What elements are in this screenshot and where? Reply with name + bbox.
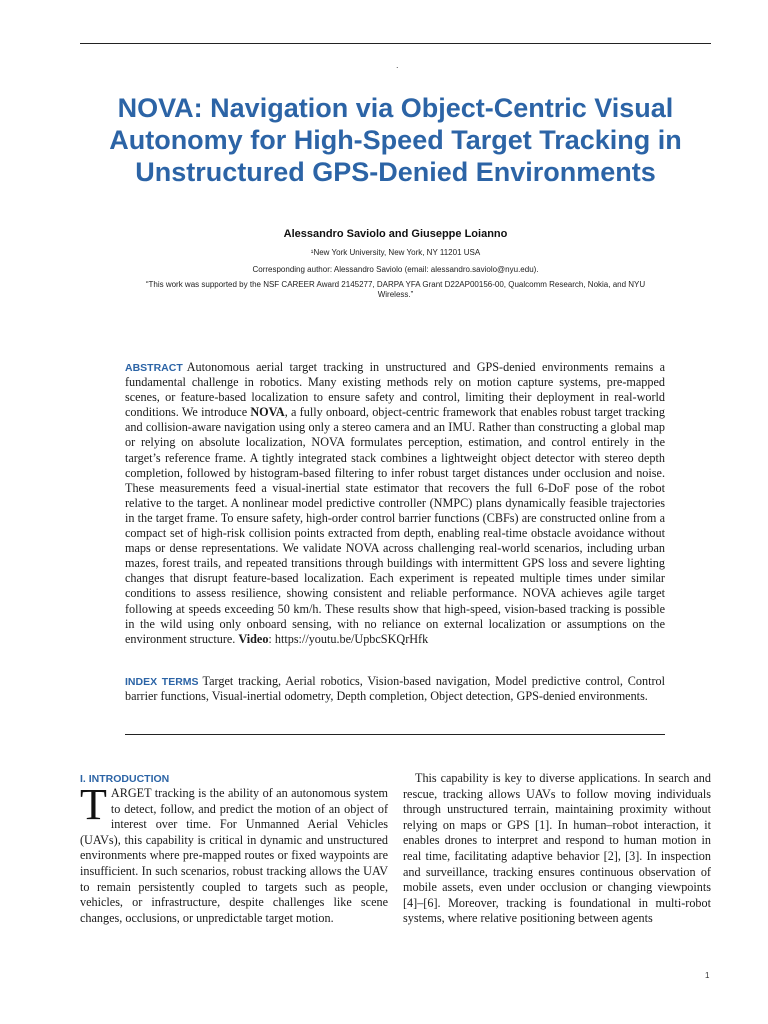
- abstract-text-2: , a fully onboard, object-centric framework that enables robust target tracking and collision-aware navigation using only a stereo camera and an IMU. Rather than constructing a global map or relying on absolute localization, NOVA formulates perception, estimation, and control entirely in the target’s reference frame. A tightly integrated stack combines a lightweight object detector with stereo depth completion, followed by histogram-based filtering to infer robust target distances under occlusion and noise. These measurements feed a visual-inertial state estimator that recovers the full 6-DoF pose of the robot relative to the target. A nonlinear model predictive controller (NMPC) plans dynamically feasible trajectories in the target frame. To ensure safety, high-order control barrier functions (CBFs) are constructed online from a compact set of high-risk collision points extracted from depth, enabling real-time obstacle avoidance without maps or dense representations. We validate NOVA across challenging real-world scenarios, including urban mazes, forest trails, and repeated transitions through buildings with intermittent GPS loss and severe lighting changes that disrupt feature-based localization. Each experiment is repeated multiple times under similar conditions to assess resilience, showing consistent and reliable performance. NOVA achieves agile target following at speeds exceeding: [125, 405, 665, 616]
- page-number: 1: [705, 971, 710, 980]
- drop-cap: T: [80, 780, 107, 829]
- affiliation: ¹New York University, New York, NY 11201 USA: [310, 248, 481, 257]
- index-terms: [125, 674, 665, 704]
- abstract-text-1: Autonomous aerial target tracking in unstructured and GPS-denied environments remains a fundamental challenge in robotics. Many existing methods rely on motion capture systems, pre-mapped scenes, or feature-based localization to ensure safety and control, limiting their deployment in real-world conditions. We introduce: [125, 360, 665, 420]
- abstract-label: ABSTRACT: [125, 362, 183, 374]
- paper-title: NOVA: Navigation via Object-Centric Visual Autonomy for High-Speed Target Tracking in Unstructured GPS-Denied Environments: [109, 93, 682, 187]
- abstract-text-3: . These results show that high-speed, vision-based tracking is possible in the wild using only onboard sensing, with no reliance on external localization or assumptions on the environment structure.: [125, 601, 665, 646]
- funding-note: “This work was supported by the NSF CAREER Award 2145277, DARPA YFA Grant D22AP00156-00, Qualcomm Research, Nokia, and NYU Wireless.”: [145, 280, 646, 299]
- intro-left-text: ARGET tracking is the ability of an autonomous system to detect, follow, and predict the motion of an object of interest over time. For Unmanned Aerial Vehicles (UAVs), this capability is critical in dynamic and unstructured environments where pre-mapped routes or fixed waypoints are insufficient. In such scenarios, robust tracking allows the UAV to remain persistently coupled to targets such as people, vehicles, or infrastructure, despite challenges like scene changes, occlusions, or unpredictable target motion.: [80, 786, 388, 925]
- video-link[interactable]: : https://youtu.be/UpbcSKQrHfk: [268, 631, 429, 646]
- index-terms-text: Target tracking, Aerial robotics, Vision-based navigation, Model predictive control, Control barrier functions, Visual-inertial odometry, Depth completion, Object detection, GPS-denied environments.: [125, 674, 665, 704]
- section-rule: [125, 734, 665, 735]
- abstract-nova: NOVA: [250, 405, 285, 420]
- abstract: [125, 360, 665, 647]
- header-dot: .: [396, 60, 399, 70]
- intro-left-column: [80, 780, 388, 926]
- top-rule: [80, 43, 711, 44]
- video-label: Video: [238, 631, 269, 646]
- intro-right-column: This capability is key to diverse applications. In search and rescue, tracking allows UAVs to follow moving individuals through unstructured terrain, maintaining proximity without relying on maps or GPS [1]. In human–robot interaction, it enables drones to interpret and respond to human motion in real time, facilitating adaptive behavior [2], [3]. In inspection and surveillance, tracking ensures continuous observation of mobile assets, even under occlusion or changing viewpoints [4]–[6]. Moreover, tracking is foundational in multi-robot systems, where relative positioning between agents: [403, 771, 711, 926]
- corresponding-author: Corresponding author: Alessandro Saviolo (email: alessandro.saviolo@nyu.edu).: [252, 265, 539, 274]
- section-heading-introduction: I. INTRODUCTION: [80, 773, 170, 785]
- authors: Alessandro Saviolo and Giuseppe Loianno: [283, 228, 508, 240]
- abstract-speed: 50 km/h: [277, 601, 319, 616]
- index-terms-label: INDEX TERMS: [125, 676, 199, 688]
